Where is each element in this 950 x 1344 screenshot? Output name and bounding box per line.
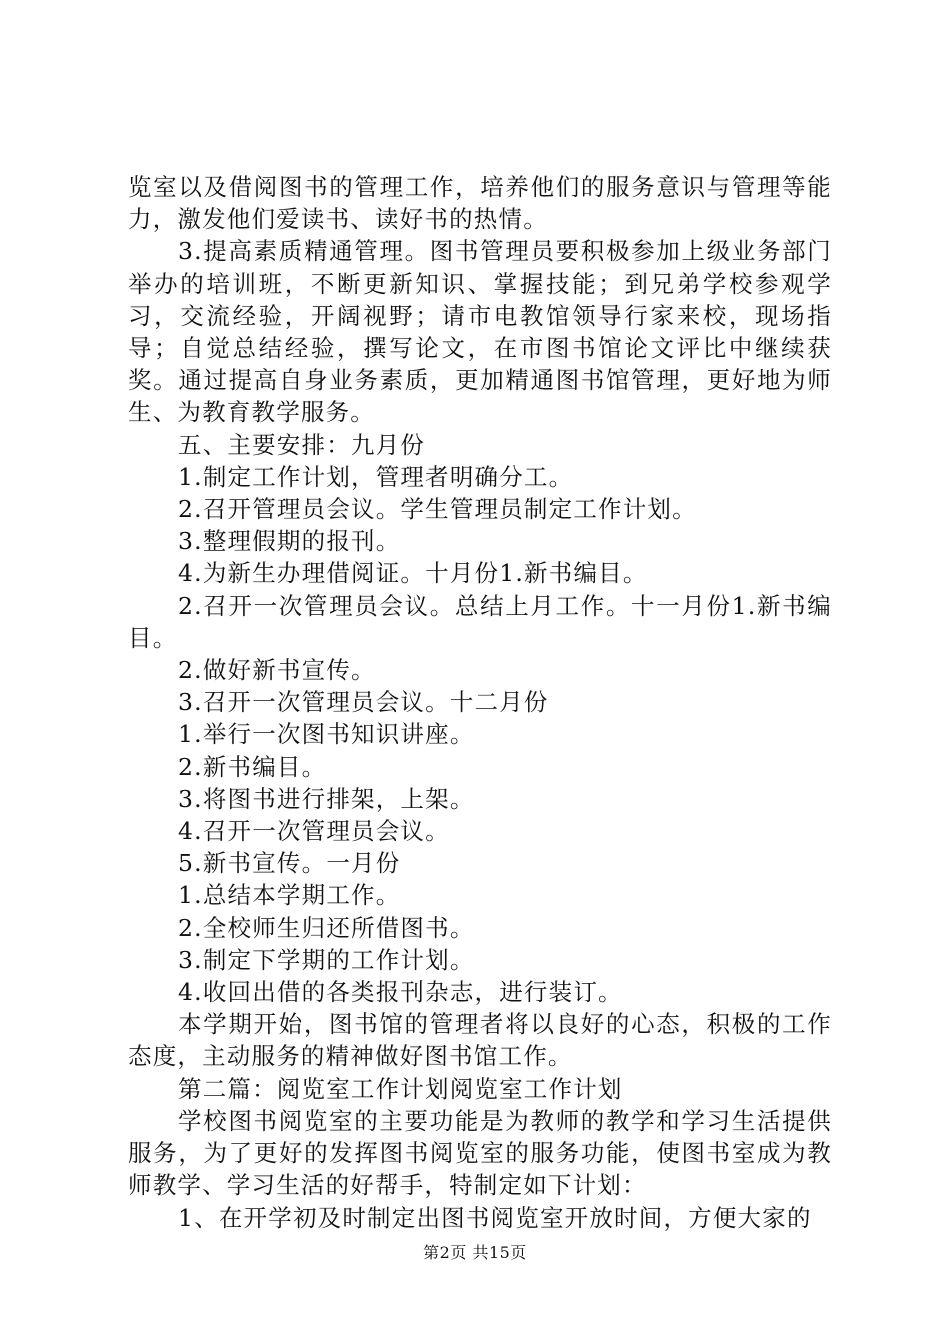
- list-item: 2.全校师生归还所借图书。: [178, 913, 475, 942]
- list-item: 4.为新生办理借阅证。十月份1.新书编目。: [178, 559, 648, 588]
- list-item: 1.总结本学期工作。: [178, 881, 401, 910]
- paragraph: 览室以及借阅图书的管理工作，培养他们的服务意识与管理等能力，激发他们爱读书、读好书的热情。: [128, 173, 832, 234]
- list-item: 4.收回出借的各类报刊杂志，进行装订。: [178, 978, 623, 1007]
- list-item: 2.新书编目。: [178, 752, 327, 781]
- section-heading: 第二篇：阅览室工作计划阅览室工作计划: [178, 1074, 623, 1103]
- list-item: 3.制定下学期的工作计划。: [178, 945, 475, 974]
- paragraph: 本学期开始，图书馆的管理者将以良好的心态，积极的工作态度，主动服务的精神做好图书馆工作。: [128, 1010, 832, 1071]
- list-item: 5.新书宣传。一月份: [178, 849, 401, 878]
- list-item: 2.召开一次管理员会议。总结上月工作。十一月份1.新书编目。: [128, 591, 832, 652]
- list-item: 1.举行一次图书知识讲座。: [178, 720, 475, 749]
- paragraph: 1、在开学初及时制定出图书阅览室开放时间，方便大家的: [178, 1203, 812, 1232]
- document-body: [128, 171, 832, 1234]
- list-item: 2.做好新书宣传。: [178, 656, 376, 685]
- paragraph: 学校图书阅览室的主要功能是为教师的教学和学习生活提供服务，为了更好的发挥图书阅览室的服务功能，使图书室成为教师教学、学习生活的好帮手，特制定如下计划：: [128, 1106, 832, 1200]
- list-item: 2.召开管理员会议。学生管理员制定工作计划。: [178, 495, 697, 524]
- list-item: 3.将图书进行排架，上架。: [178, 784, 475, 813]
- section-heading: 五、主要安排：九月份: [178, 430, 425, 459]
- list-item: 3.召开一次管理员会议。十二月份: [178, 688, 549, 717]
- list-item: 4.召开一次管理员会议。: [178, 817, 450, 846]
- list-item: 1.制定工作计划，管理者明确分工。: [178, 462, 574, 491]
- page-number-footer: 第2页 共15页: [423, 1243, 527, 1262]
- paragraph: 3.提高素质精通管理。图书管理员要积极参加上级业务部门举办的培训班，不断更新知识、掌握技能；到兄弟学校参观学习，交流经验，开阔视野；请市电教馆领导行家来校，现场指导；自觉总结经验，撰写论文，在市图书馆论文评比中继续获奖。通过提高自身业务素质，更加精通图书馆管理，更好地为师生、为教育教学服务。: [128, 237, 832, 427]
- list-item: 3.整理假期的报刊。: [178, 527, 401, 556]
